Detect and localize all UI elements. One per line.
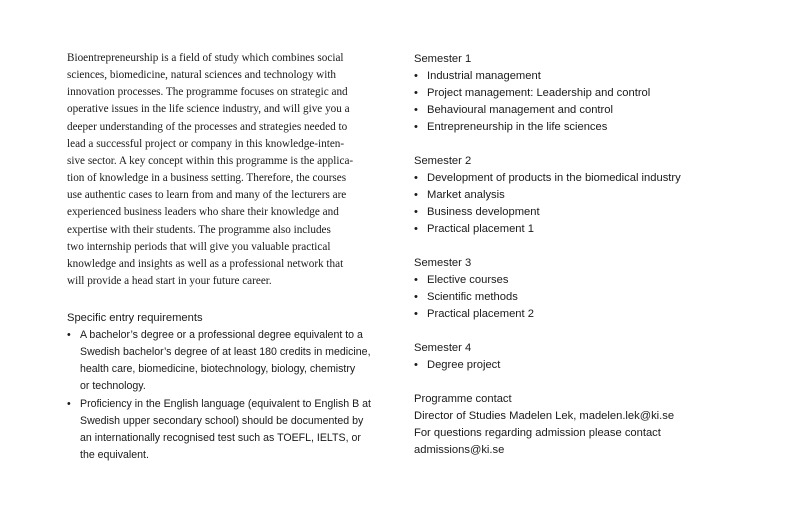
course-label: Industrial management [427, 70, 541, 82]
list-item [414, 272, 754, 289]
admission-questions-text: For questions regarding admission please contact [414, 427, 661, 439]
bullet-icon: • [414, 274, 418, 286]
list-item [414, 68, 754, 85]
course-list [414, 170, 754, 238]
bullet-icon: • [414, 308, 418, 320]
course-label: Behavioural management and control [427, 104, 613, 116]
requirement-line: A bachelor’s degree or a professional degree equivalent to a [80, 329, 363, 342]
requirement-line: Swedish bachelor’s degree of at least 180 credits in medicine, [80, 346, 371, 359]
entry-requirements-list [67, 327, 387, 464]
course-label: Project management: Leadership and control [427, 87, 651, 99]
list-item [67, 396, 387, 464]
bullet-icon: • [67, 397, 71, 410]
description-line: two internship periods that will give you valuable practical [67, 240, 331, 253]
description-line: tion of knowledge in a business setting. Therefore, the courses [67, 172, 347, 185]
semester-2-block [414, 153, 754, 238]
bullet-icon: • [414, 291, 418, 303]
course-list [414, 357, 754, 374]
description-line: experienced business leaders who share their knowledge and [67, 206, 339, 219]
bullet-icon: • [414, 104, 418, 116]
bullet-icon: • [414, 87, 418, 99]
list-item [414, 170, 754, 187]
semester-4-block [414, 340, 754, 374]
list-item [414, 102, 754, 119]
list-item [414, 187, 754, 204]
bullet-icon: • [414, 121, 418, 133]
course-list [414, 272, 754, 323]
bullet-icon: • [414, 70, 418, 82]
list-item [414, 289, 754, 306]
requirement-line: or technology. [80, 380, 146, 393]
description-line: lead a successful project or company in this knowledge-inten- [67, 137, 345, 150]
course-label: Practical placement 1 [427, 223, 534, 235]
requirement-line: the equivalent. [80, 448, 149, 461]
semester-title: Semester 2 [414, 155, 472, 167]
course-label: Development of products in the biomedical industry [427, 172, 681, 184]
requirement-line: an internationally recognised test such as TOEFL, IELTS, or [80, 431, 361, 444]
semester-title: Semester 3 [414, 257, 472, 269]
contact-heading: Programme contact [414, 393, 512, 405]
course-label: Entrepreneurship in the life sciences [427, 121, 608, 133]
course-label: Market analysis [427, 189, 505, 201]
right-column [414, 51, 754, 459]
requirement-line: Proficiency in the English language (equivalent to English B at [80, 397, 371, 410]
director-contact: Director of Studies Madelen Lek, madelen.lek@ki.se [414, 410, 675, 422]
bullet-icon: • [414, 172, 418, 184]
course-label: Practical placement 2 [427, 308, 534, 320]
admissions-email: admissions@ki.se [414, 444, 505, 456]
description-line: will provide a head start in your future career. [67, 275, 272, 288]
semester-title: Semester 1 [414, 53, 472, 65]
programme-description [67, 50, 387, 290]
list-item [67, 327, 387, 395]
list-item [414, 357, 754, 374]
description-line: deeper understanding of the processes and strategies needed to [67, 120, 348, 133]
semester-3-block [414, 255, 754, 323]
list-item [414, 221, 754, 238]
description-line: sive sector. A key concept within this programme is the applica- [67, 154, 354, 167]
description-line: operative issues in the life science industry, and will give you a [67, 103, 350, 116]
bullet-icon: • [414, 359, 418, 371]
bullet-icon: • [414, 206, 418, 218]
semester-1-block [414, 51, 754, 136]
list-item [414, 85, 754, 102]
requirement-line: health care, biomedicine, biotechnology, biology, chemistry [80, 363, 356, 376]
description-line: sciences, biomedicine, natural sciences and technology with [67, 69, 337, 82]
course-label: Business development [427, 206, 540, 218]
description-line: use authentic cases to learn from and many of the lecturers are [67, 189, 347, 202]
description-line: knowledge and insights as well as a professional network that [67, 257, 344, 270]
description-line: innovation processes. The programme focuses on strategic and [67, 86, 348, 99]
course-label: Degree project [427, 359, 501, 371]
list-item [414, 204, 754, 221]
list-item [414, 306, 754, 323]
bullet-icon: • [414, 189, 418, 201]
course-label: Scientific methods [427, 291, 518, 303]
course-list [414, 68, 754, 136]
requirement-line: Swedish upper secondary school) should be documented by [80, 414, 364, 427]
bullet-icon: • [414, 223, 418, 235]
programme-contact [414, 391, 754, 459]
description-line: Bioentrepreneurship is a field of study which combines social [67, 52, 344, 64]
entry-requirements-heading: Specific entry requirements [67, 312, 203, 325]
description-line: expertise with their students. The programme also includes [67, 223, 331, 236]
course-label: Elective courses [427, 274, 509, 286]
bullet-icon: • [67, 329, 71, 342]
semester-title: Semester 4 [414, 342, 472, 354]
left-column [67, 50, 387, 464]
list-item [414, 119, 754, 136]
